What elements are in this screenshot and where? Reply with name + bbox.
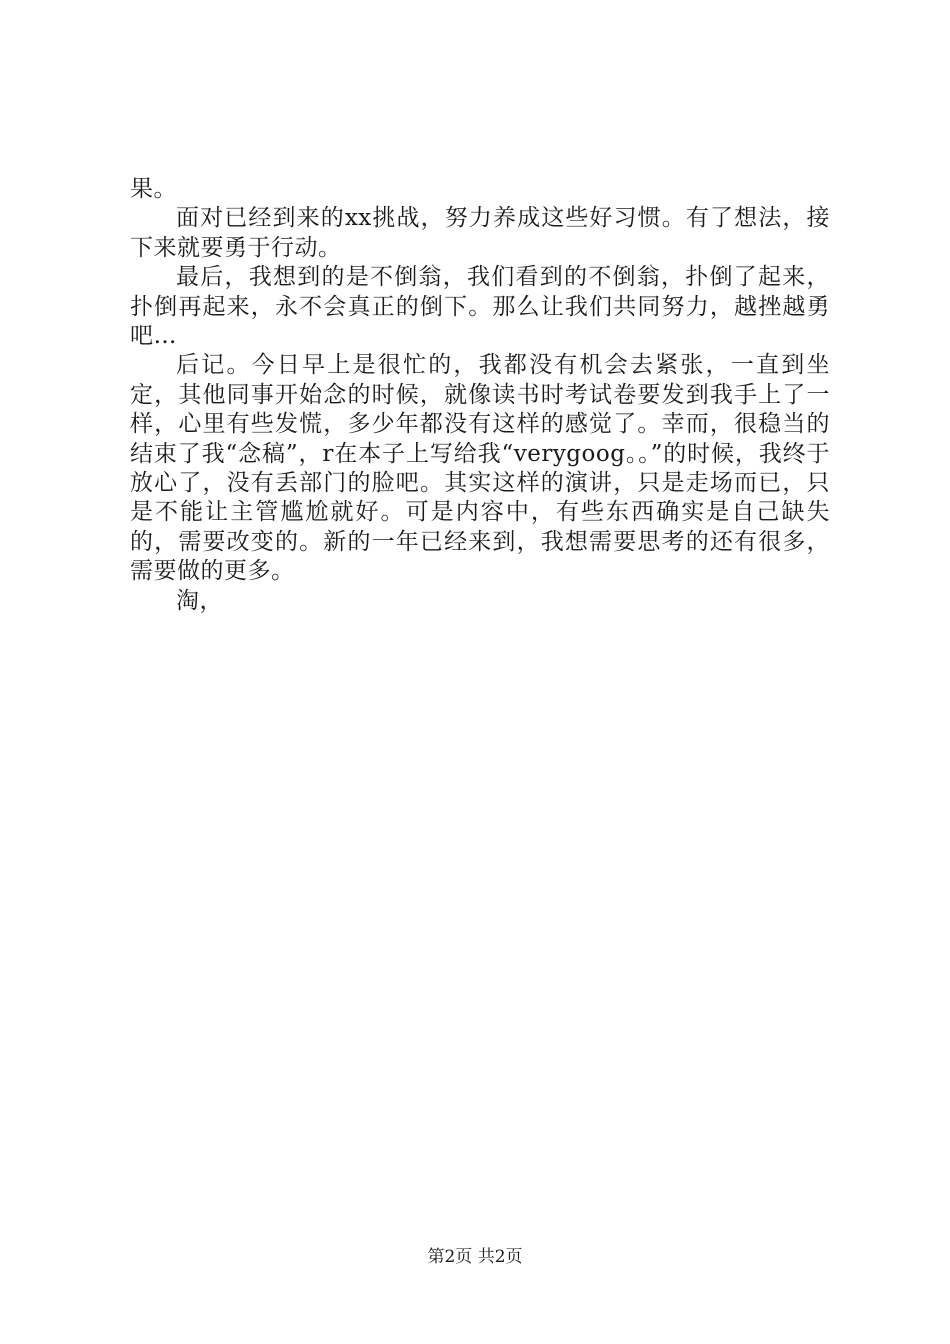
paragraph: 面对已经到来的xx挑战，努力养成这些好习惯。有了想法，接下来就要勇于行动。: [130, 205, 830, 261]
page-number-footer: 第2页 共2页: [427, 1247, 523, 1267]
paragraph: 淘，: [176, 587, 223, 614]
paragraph: 后记。今日早上是很忙的，我都没有机会去紧张，一直到坐定，其他同事开始念的时候，就像读书时考试卷要发到我手上了一样，心里有些发慌，多少年都没有这样的感觉了。幸而，很稳当的结束了我“念稿”，r在本子上写给我“verygoog。。”的时候，我终于放心了，没有丢部门的脸吧。其实这样的演讲，只是走场而已，只是不能让主管尴尬就好。可是内容中，有些东西确实是自己缺失的，需要改变的。新的一年已经来到，我想需要思考的还有很多，需要做的更多。: [130, 352, 830, 585]
paragraph: 最后，我想到的是不倒翁，我们看到的不倒翁，扑倒了起来，扑倒再起来，永不会真正的倒下。那么让我们共同努力，越挫越勇吧…: [130, 264, 830, 350]
paragraph: 果。: [130, 176, 177, 202]
document-body: [130, 175, 830, 616]
